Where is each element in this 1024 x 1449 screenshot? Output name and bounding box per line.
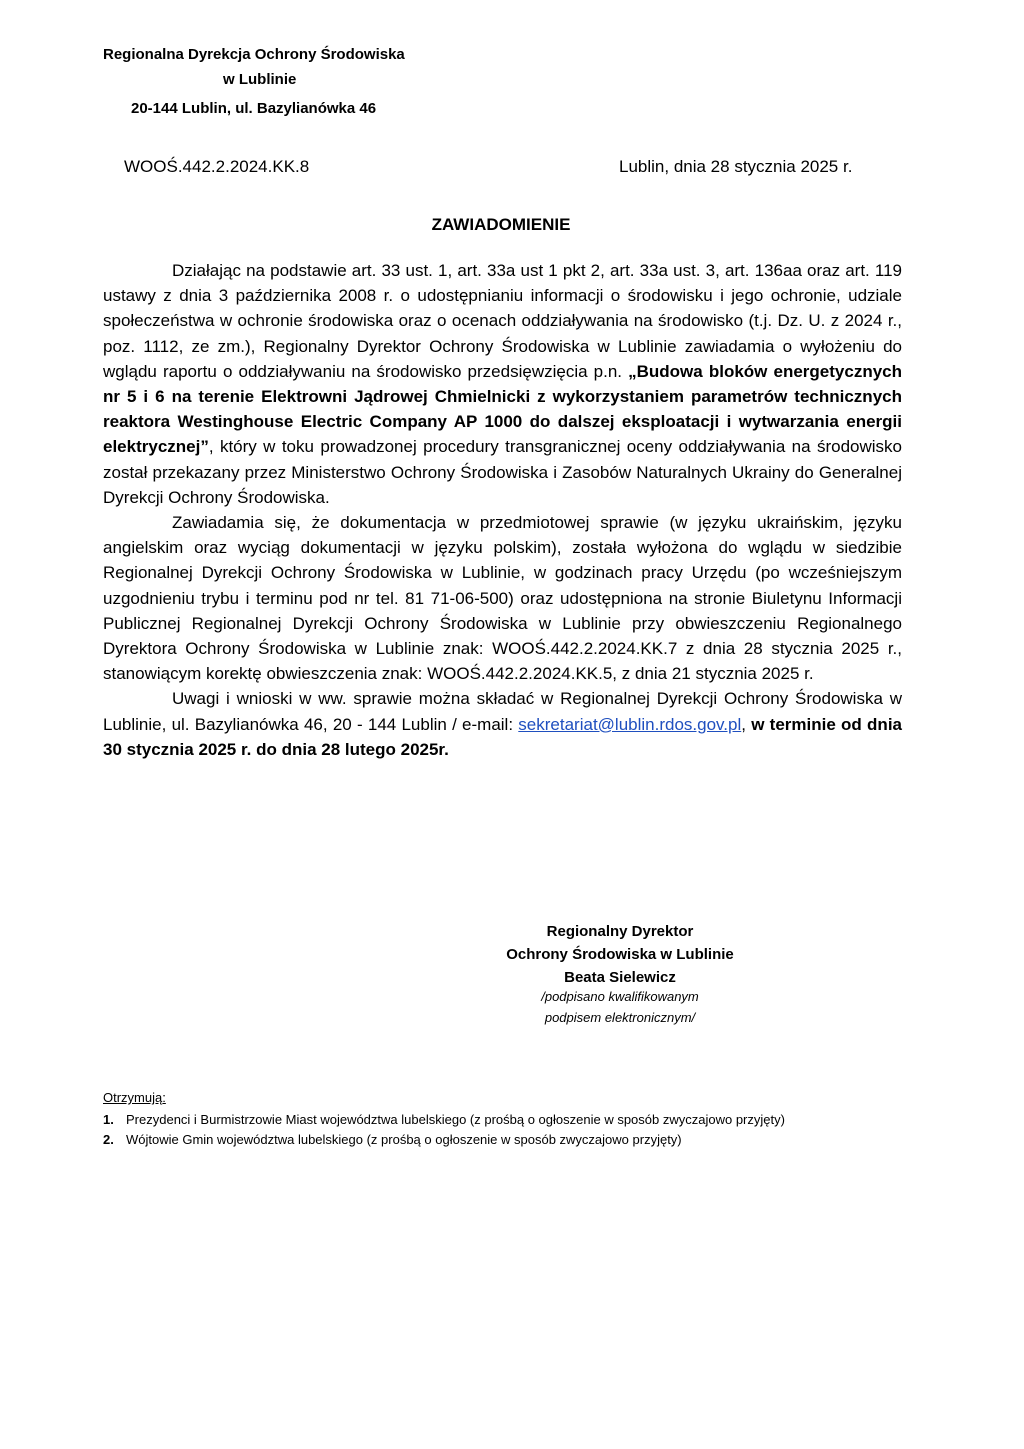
signature-block bbox=[470, 920, 770, 989]
office-city: w Lublinie bbox=[223, 71, 297, 88]
paragraph-legal-basis-rest: , który w toku prowadzonej procedury transgranicznej oceny oddziaływania na środowisko został przekazany przez Ministerstwo Ochrony Środowiska i Zasobów Naturalnych Ukrainy do Generalnej Dyrekcji Ochrony Środowiska. bbox=[103, 437, 902, 507]
paragraph-comments-sep: , bbox=[741, 714, 752, 734]
office-name: Regionalna Dyrekcja Ochrony Środowiska bbox=[103, 46, 405, 63]
document-date: Lublin, dnia 28 stycznia 2025 r. bbox=[619, 157, 853, 176]
signature-name: Beata Sielewicz bbox=[564, 969, 676, 986]
document-body bbox=[103, 258, 902, 762]
recipient-number: 1. bbox=[103, 1112, 114, 1127]
recipient-item bbox=[103, 1110, 785, 1130]
paragraph-comments bbox=[103, 686, 902, 762]
signature-note-line2: podpisem elektronicznym/ bbox=[544, 1010, 696, 1025]
recipient-number: 2. bbox=[103, 1132, 114, 1147]
signature-office: Ochrony Środowiska w Lublinie bbox=[506, 946, 734, 963]
paragraph-legal-basis-intro: Działając na podstawie art. 33 ust. 1, art. 33a ust 1 pkt 2, art. 33a ust. 3, art. 136aa oraz art. 119 ustawy z dnia 3 października 2008 r. o udostępnianiu informacji o środowisku i jego ochronie, udziale społeczeństwa w ochronie środowiska oraz o ocenach oddziaływania na środowisko (t.j. Dz. U. z 2024 r., poz. 1112, ze zm.), Regionalny Dyrektor Ochrony Środowiska w Lublinie zawiadamia o wyłożeniu do wglądu raportu o oddziaływaniu na środowisko przedsięwzięcia p.n. bbox=[103, 261, 902, 381]
document-title: ZAWIADOMIENIE bbox=[431, 215, 571, 234]
paragraph-legal-basis bbox=[103, 258, 902, 510]
recipients-heading: Otrzymują: bbox=[103, 1090, 166, 1105]
signature-note bbox=[470, 986, 770, 1028]
signature-note-line1: /podpisano kwalifikowanym bbox=[541, 989, 699, 1004]
project-name: „Budowa bloków energetycznych nr 5 i 6 na terenie Elektrowni Jądrowej Chmielnicki z wykorzystaniem parametrów technicznych reaktora Westinghouse Electric Company AP 1000 do dalszej eksploatacji i wytwarzania energii elektrycznej” bbox=[103, 361, 902, 457]
comment-deadline: w terminie od dnia 30 stycznia 2025 r. do dnia 28 lutego 2025r. bbox=[103, 714, 902, 759]
case-reference: WOOŚ.442.2.2024.KK.8 bbox=[124, 157, 310, 176]
paragraph-documentation: Zawiadamia się, że dokumentacja w przedmiotowej sprawie (w języku ukraińskim, języku angielskim oraz wyciąg dokumentacji w języku polskim), została wyłożona do wglądu w siedzibie Regionalnej Dyrekcji Ochrony Środowiska w Lublinie, w godzinach pracy Urzędu (po wcześniejszym uzgodnieniu trybu i terminu pod nr tel. 81 71-06-500) oraz udostępniona na stronie Biuletynu Informacji Publicznej Regionalnej Dyrekcji Ochrony Środowiska w Lublinie przy obwieszczeniu Regionalnego Dyrektora Ochrony Środowiska w Lublinie znak: WOOŚ.442.2.2024.KK.7 z dnia 28 stycznia 2025 r., stanowiącym korektę obwieszczenia znak: WOOŚ.442.2.2024.KK.5, z dnia 21 stycznia 2025 r. bbox=[103, 513, 902, 684]
recipient-text: Prezydenci i Burmistrzowie Miast województwa lubelskiego (z prośbą o ogłoszenie w sposób zwyczajowo przyjęty) bbox=[126, 1112, 785, 1127]
office-address: 20-144 Lublin, ul. Bazylianówka 46 bbox=[131, 100, 377, 117]
paragraph-comments-intro: Uwagi i wnioski w ww. sprawie można składać w Regionalnej Dyrekcji Ochrony Środowiska w Lublinie, ul. Bazylianówka 46, 20 - 144 Lublin / e-mail: bbox=[103, 689, 902, 734]
recipients-list bbox=[103, 1110, 785, 1150]
email-link[interactable]: sekretariat@lublin.rdos.gov.pl bbox=[518, 714, 742, 734]
recipient-item bbox=[103, 1130, 785, 1150]
recipient-text: Wójtowie Gmin województwa lubelskiego (z prośbą o ogłoszenie w sposób zwyczajowo przyjęty) bbox=[126, 1132, 682, 1147]
signature-title: Regionalny Dyrektor bbox=[546, 923, 694, 940]
